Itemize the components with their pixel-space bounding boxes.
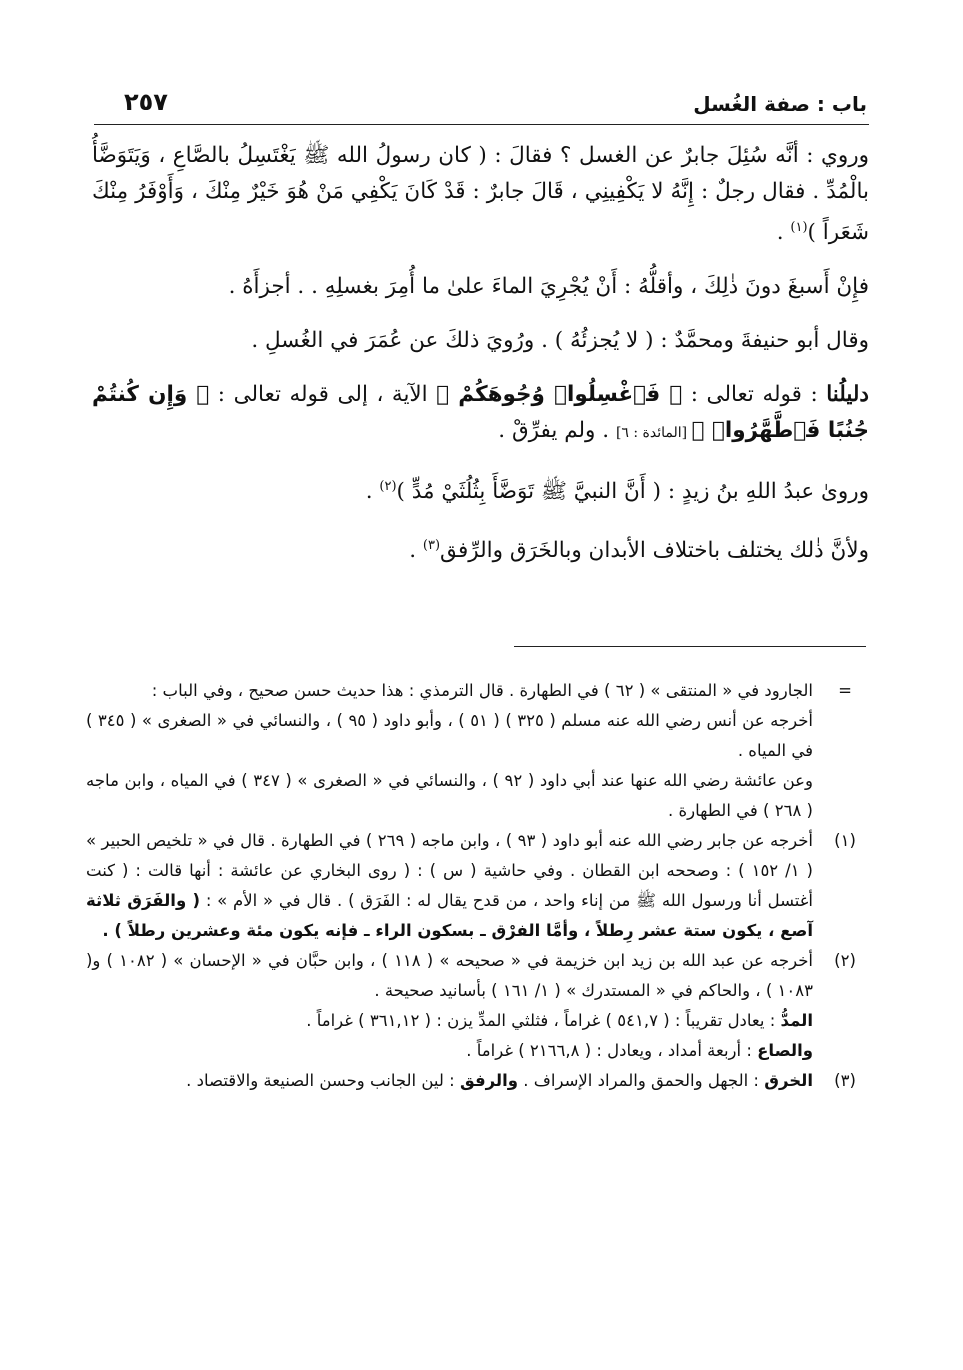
footnotes xyxy=(86,676,867,1096)
footnote-3 xyxy=(86,1066,867,1096)
footnote-line: الجارود في « المنتقى » ( ٦٢ ) في الطهارة . قال الترمذي : هذا حديث حسن صحيح ، وفي الباب : xyxy=(151,681,813,700)
paragraph-reason-text: ولأنَّ ذٰلك يختلف باختلاف الأبدان وبالخَرَق والرِّفق xyxy=(440,538,869,564)
footnote-line: وعن عائشة رضي الله عنها عند أبي داود ( ٩٢ ) ، والنسائي في « الصغرى » ( ٣٤٧ ) في المياه ، وابن ماجه ( ٢٦٨ ) في الطهارة . xyxy=(86,771,813,820)
footnote-line xyxy=(86,1066,813,1096)
paragraph-abdullah-text: وروىٰ عبدُ اللهِ بنُ زيدٍ : ( أَنَّ النبيَّ ﷺ تَوَضَّأَ بِثُلُثَيْ مُدٍّ ) xyxy=(396,479,869,505)
continuation-mark: = xyxy=(838,681,852,700)
footnote-line xyxy=(86,826,813,946)
kharaq-text: : الجهل والحمق والمراد الإسراف . xyxy=(518,1071,765,1090)
footnote-divider xyxy=(514,646,866,647)
footnote-continued xyxy=(86,676,867,826)
paragraph-abu-hanifa: وقال أبو حنيفةَ ومحمَّدٌ : ( لا يُجزئُهُ ) . ورُويَ ذلكَ عن عُمَرَ في الغُسلِ . xyxy=(251,328,869,354)
footnote-line xyxy=(86,1036,813,1066)
surah-reference: [المائدة : ٦] xyxy=(615,425,692,442)
footnote-line: أخرجه عن أنس رضي الله عنه مسلم ( ٣٢٥ ) ( ٥١ ) ، وأبو داود ( ٩٥ ) ، والنسائي في « الصغرى » ( ٣٤٥ ) في المياه . xyxy=(86,711,814,760)
footnote-line xyxy=(86,1006,813,1036)
evidence-label: دليلُنا xyxy=(826,382,869,408)
footnote-number: (٣) xyxy=(834,1071,856,1090)
rifq-label: والرفق xyxy=(459,1071,519,1090)
rifq-text: : لين الجانب وحسن الصنيعة والاقتصاد . xyxy=(186,1071,460,1090)
footnote-ref-2: (٢) xyxy=(379,479,397,495)
footnote-1-quote: ( والفَرَق ثلاثة آصع ، يكون ستة عشر رِطلاً ، وأمَّا الفرْق ـ بسكون الراء ـ فإنه يكون مئة وعشرين رطلاً ) . xyxy=(86,891,813,940)
main-text xyxy=(92,138,869,569)
paragraph-jabir-text: وروي : أنَّه سُئِلَ جابرٌ عن الغسل ؟ فقالَ : ( كان رسولُ الله ﷺ يَغْتَسِلُ بالصَّاعِ ، وَيَتَوَضَّأُ بالْمُدِّ . فقال رجلٌ : إِنَّهُ لا يَكْفِينِي ، قَالَ جابرٌ : قَدْ كَانَ يَكْفِي مَنْ هُوَ خَيْرٌ مِنْكَ ، وَأَوْفَرُ مِنْكَ شَعَراً ) xyxy=(92,143,869,246)
paragraph-jabir xyxy=(92,138,869,251)
footnote-number: (١) xyxy=(834,831,856,850)
saa-label: والصاع xyxy=(757,1041,813,1060)
page-number: ٢٥٧ xyxy=(124,88,168,116)
page-header xyxy=(96,88,867,122)
footnote-1 xyxy=(86,826,867,946)
footnote-ref-3: (٣) xyxy=(422,538,441,554)
quran-verse-1: ﴿ فَٱغْسِلُوا۟ وُجُوهَكُمْ ﴾ xyxy=(436,382,683,408)
paragraph-abdullah-end: . xyxy=(365,479,380,505)
evidence-text-a: : قوله تعالى : xyxy=(682,382,827,408)
footnote-2 xyxy=(86,946,867,1066)
footnote-line: أخرجه عن عبد الله بن زيد ابن خزيمة في « صحيحه » ( ١١٨ ) ، وابن حبَّان في « الإحسان » ( ١٠٨٢ ) و( ١٠٨٣ ) ، والحاكم في « المستدرك » ( ١/ ١٦١ ) بأسانيد صحيحة . xyxy=(86,951,813,1000)
evidence-text-c: . ولم يفرِّقْ . xyxy=(498,418,616,444)
spacer xyxy=(92,510,869,528)
saa-text: : أربعة أمداد ، ويعادل : ( ٢١٦٦,٨ ) غراماً . xyxy=(466,1041,758,1060)
footnote-ref-1: (١) xyxy=(790,220,808,235)
paragraph-reason xyxy=(92,528,869,569)
paragraph-abdullah xyxy=(92,469,869,510)
spacer xyxy=(92,305,869,323)
spacer xyxy=(92,451,869,469)
footnote-number: (٢) xyxy=(834,951,856,970)
mudd-text: : يعادل تقريباً : ( ٥٤١,٧ ) غراماً ، فثلثي المدِّ يزن : ( ٣٦١,١٢ ) غراماً . xyxy=(306,1011,781,1030)
paragraph-isbagh: فإِنْ أَسبغَ دونَ ذٰلِكَ ، وأقلُّهُ : أَنْ يُجْرِيَ الماءَ علىٰ ما أُمِرَ بغسلِهِ . . أجزأَهُ . xyxy=(228,274,869,300)
paragraph-reason-end: . xyxy=(409,538,423,564)
quran-verse-2: ﴿ وَإِن كُنتُمْ جُنُبًا فَٱطَّهَّرُوا۟ ﴾ xyxy=(92,382,869,444)
paragraph-evidence xyxy=(92,377,869,451)
kharaq-label: الخرق xyxy=(764,1071,813,1090)
evidence-text-b: الآية ، إلى قوله تعالى : xyxy=(209,382,437,408)
spacer xyxy=(92,251,869,269)
spacer xyxy=(92,359,869,377)
paragraph-jabir-end: . xyxy=(776,220,791,246)
footnote-1-text: أخرجه عن جابر رضي الله عنه أبو داود ( ٩٣ ) ، وابن ماجه ( ٢٦٩ ) في الطهارة . قال في « تلخيص الحبير » ( ١/ ١٥٢ ) : وصححه ابن القطان . وفي حاشية ( س ) : ( روى البخاري عن عائشة : أنها قالت : ( كنت أغتسل أنا ورسول الله ﷺ من إناء واحد ، من قدح يقال له : الفَرَق ) . قال في « الأم » : xyxy=(86,831,813,910)
chapter-title: باب : صفة الغُسل xyxy=(693,92,867,116)
mudd-label: المدُّ xyxy=(780,1011,813,1030)
header-divider xyxy=(94,124,869,125)
